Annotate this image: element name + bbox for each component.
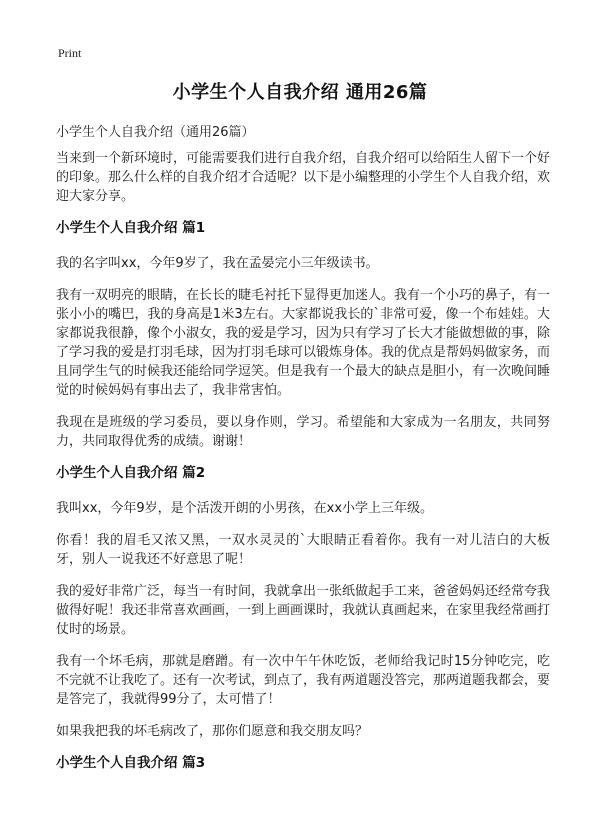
print-label[interactable]: Print bbox=[58, 46, 82, 60]
section-heading: 小学生个人自我介绍 篇2 bbox=[56, 465, 206, 481]
intro-paragraph: 当来到一个新环境时，可能需要我们进行自我介绍，自我介绍可以给陌生人留下一个好的印象。那么什么样的自我介绍才合适呢？以下是小编整理的小学生个人自我介绍，欢迎大家分享。 bbox=[56, 151, 551, 204]
body-paragraph: 我的名字叫xx，今年9岁了，我在孟晏完小三年级读书。 bbox=[56, 256, 379, 271]
document-title: 小学生个人自我介绍 通用26篇 bbox=[172, 82, 428, 103]
body-paragraph: 我的爱好非常广泛，每当一有时间，我就拿出一张纸做起手工来，爸爸妈妈还经常夸我做得好呢！我还非常喜欢画画，一到上画画课时，我就认真画起来，在家里我经常画打仗时的场景。 bbox=[56, 584, 551, 637]
body-paragraph: 如果我把我的坏毛病改了，那你们愿意和我交朋友吗？ bbox=[56, 724, 369, 739]
body-paragraph: 我现在是班级的学习委员，要以身作则，学习。希望能和大家成为一名朋友，共同努力，共同取得优秀的成绩。谢谢！ bbox=[56, 415, 550, 449]
section-heading: 小学生个人自我介绍 篇1 bbox=[56, 220, 206, 236]
body-paragraph: 你看！我的眉毛又浓又黑，一双水灵灵的`大眼睛正看着你。我有一对儿洁白的大板牙，别人一说我还不好意思了呢！ bbox=[56, 533, 550, 567]
body-paragraph: 我叫xx，今年9岁，是个活泼开朗的小男孩，在xx小学上三年级。 bbox=[56, 501, 434, 516]
document-subtitle: 小学生个人自我介绍（通用26篇） bbox=[56, 125, 255, 140]
body-paragraph: 我有一个坏毛病，那就是磨蹭。有一次中午午休吃饭，老师给我记时15分钟吃完，吃不完就不让我吃了。还有一次考试，到点了，我有两道题没答完，那两道题我都会，要是答完了，我就得99分了，太可惜了！ bbox=[56, 654, 551, 707]
body-paragraph: 我有一双明亮的眼睛，在长长的睫毛衬托下显得更加迷人。我有一个小巧的鼻子，有一张小小的嘴巴，我的身高是1米3左右。大家都说我长的`非常可爱，像一个布娃娃。大家都说我很静，像个小淑女，我的爱是学习，因为只有学习了长大才能做想做的事，除了学习我的爱是打羽毛球，因为打羽毛球可以锻炼身体。我的优点是帮妈妈做家务，而且同学生气的时候我还能给同学逗笑。但是我有一个最大的缺点是胆小，有一次晚间睡觉的时候妈妈有事出去了，我非常害怕。 bbox=[56, 288, 551, 398]
section-heading: 小学生个人自我介绍 篇3 bbox=[56, 755, 206, 771]
document-body bbox=[56, 149, 550, 789]
